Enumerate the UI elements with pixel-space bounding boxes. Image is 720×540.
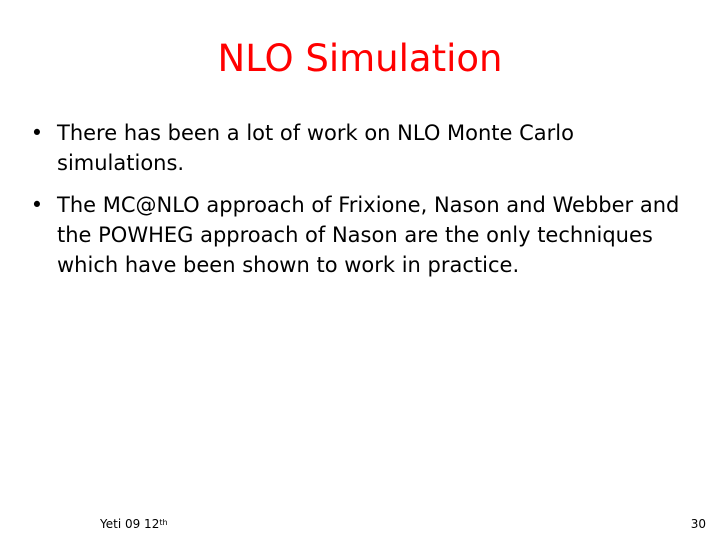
bullet-marker: • xyxy=(30,193,44,217)
bullet-item xyxy=(30,118,690,178)
bullet-text: There has been a lot of work on NLO Monte Carlo simulations. xyxy=(57,121,574,175)
bullet-list xyxy=(30,118,690,292)
bullet-text: The MC@NLO approach of Frixione, Nason and Webber and the POWHEG approach of Nason are the only techniques which have been shown to work in practice. xyxy=(57,193,680,277)
bullet-item xyxy=(30,190,690,280)
footer-event-label xyxy=(100,516,168,532)
footer-event-text: Yeti 09 12 xyxy=(100,517,160,531)
bullet-marker: • xyxy=(30,121,44,145)
footer-superscript: th xyxy=(159,518,168,527)
slide-title: NLO Simulation xyxy=(217,37,503,80)
page-number: 30 xyxy=(690,517,706,531)
